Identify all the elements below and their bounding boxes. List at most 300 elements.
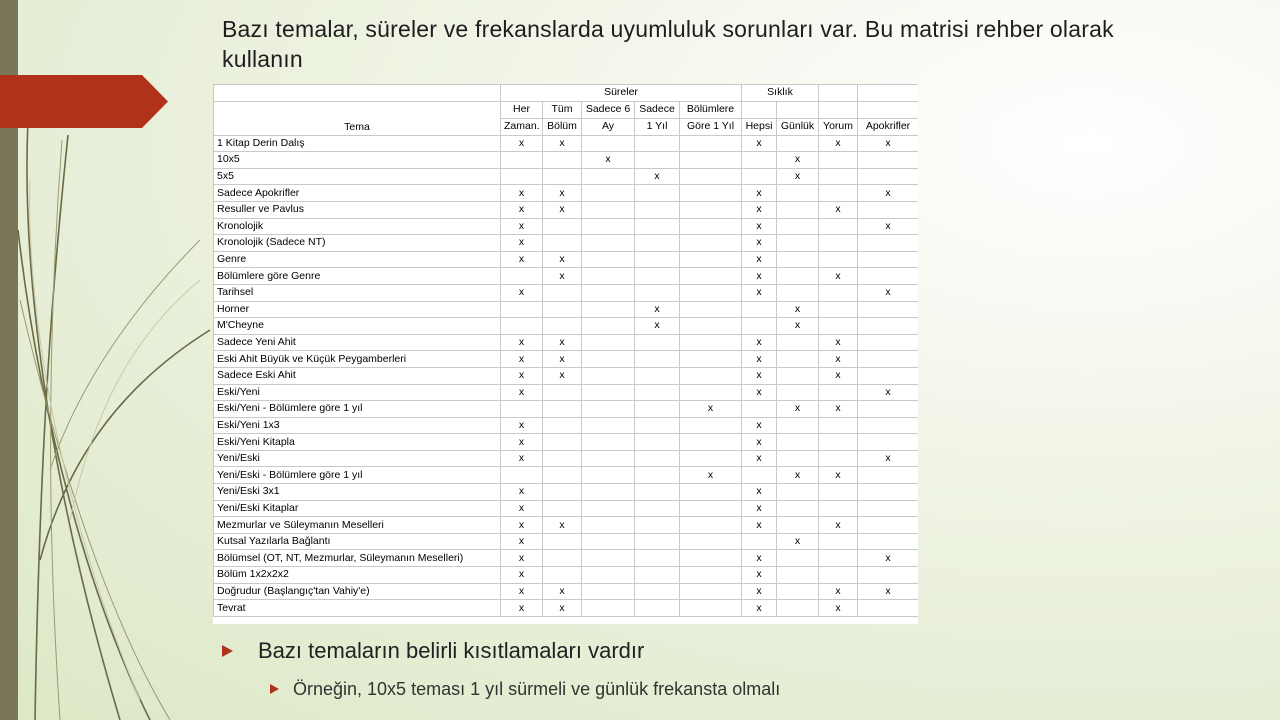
mark-cell: x	[742, 235, 777, 252]
mark-cell	[543, 168, 582, 185]
mark-cell	[680, 235, 742, 252]
mark-cell	[582, 201, 635, 218]
column-header-line1: Tüm	[543, 101, 582, 118]
bullet-level2-text: Örneğin, 10x5 teması 1 yıl sürmeli ve günlük frekansta olmalı	[293, 678, 781, 699]
table-row	[214, 550, 919, 567]
mark-cell	[742, 168, 777, 185]
mark-cell	[777, 284, 819, 301]
mark-cell	[858, 318, 918, 335]
mark-cell: x	[582, 152, 635, 169]
mark-cell	[680, 218, 742, 235]
mark-cell	[582, 218, 635, 235]
table-row	[214, 500, 919, 517]
mark-cell: x	[501, 583, 543, 600]
mark-cell	[680, 135, 742, 152]
mark-cell	[680, 500, 742, 517]
mark-cell	[777, 583, 819, 600]
mark-cell: x	[777, 467, 819, 484]
mark-cell: x	[819, 268, 858, 285]
mark-cell	[543, 318, 582, 335]
mark-cell: x	[501, 484, 543, 501]
column-header-line2: Apokrifler	[858, 118, 918, 135]
table-row	[214, 384, 919, 401]
mark-cell	[742, 467, 777, 484]
mark-cell: x	[543, 135, 582, 152]
mark-cell	[777, 600, 819, 617]
theme-name-cell: Sadece Eski Ahit	[214, 367, 501, 384]
theme-name-cell: 10x5	[214, 152, 501, 169]
column-header-line1	[858, 101, 918, 118]
column-header-line2: Yorum	[819, 118, 858, 135]
mark-cell	[819, 384, 858, 401]
mark-cell	[635, 135, 680, 152]
mark-cell	[582, 351, 635, 368]
mark-cell	[858, 351, 918, 368]
theme-name-cell: Horner	[214, 301, 501, 318]
mark-cell: x	[543, 334, 582, 351]
mark-cell	[543, 450, 582, 467]
mark-cell: x	[501, 434, 543, 451]
mark-cell: x	[858, 450, 918, 467]
slide-title: Bazı temalar, süreler ve frekanslarda uyumluluk sorunları var. Bu matrisi rehber olarak kullanın	[222, 16, 1114, 72]
table-row	[214, 185, 919, 202]
mark-cell	[582, 484, 635, 501]
mark-cell: x	[819, 351, 858, 368]
mark-cell	[858, 235, 918, 252]
theme-name-cell: Mezmurlar ve Süleymanın Meselleri	[214, 517, 501, 534]
mark-cell: x	[543, 201, 582, 218]
mark-cell	[635, 550, 680, 567]
mark-cell	[742, 401, 777, 418]
mark-cell: x	[742, 450, 777, 467]
mark-cell	[680, 152, 742, 169]
mark-cell: x	[680, 401, 742, 418]
mark-cell	[777, 235, 819, 252]
mark-cell: x	[819, 467, 858, 484]
mark-cell: x	[858, 218, 918, 235]
mark-cell: x	[819, 600, 858, 617]
mark-cell: x	[742, 367, 777, 384]
theme-name-cell: Sadece Apokrifler	[214, 185, 501, 202]
column-header-line2: Bölüm	[543, 118, 582, 135]
mark-cell	[501, 168, 543, 185]
mark-cell	[582, 235, 635, 252]
mark-cell	[635, 401, 680, 418]
table-row	[214, 450, 919, 467]
mark-cell	[777, 450, 819, 467]
mark-cell: x	[858, 583, 918, 600]
table-row	[214, 351, 919, 368]
mark-cell	[543, 417, 582, 434]
mark-cell: x	[819, 334, 858, 351]
mark-cell	[635, 152, 680, 169]
theme-name-cell: M'Cheyne	[214, 318, 501, 335]
mark-cell	[635, 517, 680, 534]
mark-cell: x	[858, 185, 918, 202]
mark-cell: x	[742, 583, 777, 600]
mark-cell	[582, 135, 635, 152]
mark-cell: x	[501, 351, 543, 368]
mark-cell: x	[858, 135, 918, 152]
mark-cell	[635, 334, 680, 351]
mark-cell	[680, 301, 742, 318]
table-row	[214, 284, 919, 301]
mark-cell	[543, 467, 582, 484]
mark-cell	[819, 235, 858, 252]
mark-cell	[819, 567, 858, 584]
table-row	[214, 484, 919, 501]
mark-cell	[680, 185, 742, 202]
table-row	[214, 583, 919, 600]
mark-cell	[680, 417, 742, 434]
mark-cell: x	[543, 185, 582, 202]
mark-cell: x	[742, 268, 777, 285]
mark-cell	[819, 500, 858, 517]
mark-cell: x	[777, 401, 819, 418]
mark-cell	[777, 517, 819, 534]
mark-cell	[635, 583, 680, 600]
mark-cell	[680, 517, 742, 534]
theme-name-cell: Kronolojik	[214, 218, 501, 235]
column-header-line1	[777, 101, 819, 118]
arrow-bullet-icon	[270, 684, 279, 694]
mark-cell	[858, 417, 918, 434]
mark-cell: x	[501, 567, 543, 584]
column-header-row-1	[214, 101, 919, 118]
mark-cell: x	[635, 168, 680, 185]
mark-cell	[582, 318, 635, 335]
mark-cell	[858, 251, 918, 268]
mark-cell	[680, 450, 742, 467]
mark-cell	[501, 301, 543, 318]
table-row	[214, 434, 919, 451]
column-header-line2: Hepsi	[742, 118, 777, 135]
mark-cell: x	[742, 567, 777, 584]
theme-name-cell: Eski/Yeni 1x3	[214, 417, 501, 434]
mark-cell: x	[543, 268, 582, 285]
mark-cell	[819, 168, 858, 185]
mark-cell	[543, 434, 582, 451]
mark-cell	[819, 318, 858, 335]
mark-cell	[742, 301, 777, 318]
mark-cell	[819, 301, 858, 318]
mark-cell	[680, 533, 742, 550]
bullet-level2	[270, 675, 1122, 703]
theme-name-cell: Doğrudur (Başlangıç'tan Vahiy'e)	[214, 583, 501, 600]
mark-cell	[501, 152, 543, 169]
mark-cell: x	[501, 500, 543, 517]
mark-cell	[680, 600, 742, 617]
mark-cell	[582, 583, 635, 600]
mark-cell: x	[501, 550, 543, 567]
mark-cell	[742, 152, 777, 169]
bullet-level1-text: Bazı temaların belirli kısıtlamaları vardır	[258, 638, 645, 663]
mark-cell	[582, 268, 635, 285]
mark-cell: x	[543, 600, 582, 617]
mark-cell: x	[742, 600, 777, 617]
mark-cell	[582, 550, 635, 567]
mark-cell	[543, 152, 582, 169]
mark-cell	[680, 268, 742, 285]
mark-cell	[582, 301, 635, 318]
mark-cell	[582, 251, 635, 268]
mark-cell: x	[501, 600, 543, 617]
mark-cell	[635, 218, 680, 235]
mark-cell: x	[742, 284, 777, 301]
mark-cell	[635, 533, 680, 550]
mark-cell	[777, 417, 819, 434]
theme-name-cell: Bölümsel (OT, NT, Mezmurlar, Süleymanın Meselleri)	[214, 550, 501, 567]
mark-cell	[742, 318, 777, 335]
mark-cell	[680, 334, 742, 351]
compatibility-matrix	[213, 84, 918, 624]
theme-name-cell: Resuller ve Pavlus	[214, 201, 501, 218]
mark-cell	[582, 533, 635, 550]
mark-cell	[635, 484, 680, 501]
mark-cell: x	[742, 417, 777, 434]
mark-cell: x	[742, 135, 777, 152]
mark-cell	[582, 600, 635, 617]
mark-cell	[777, 550, 819, 567]
mark-cell	[582, 467, 635, 484]
mark-cell: x	[777, 318, 819, 335]
theme-name-cell: Eski/Yeni - Bölümlere göre 1 yıl	[214, 401, 501, 418]
matrix-body	[214, 135, 919, 616]
table-row	[214, 301, 919, 318]
mark-cell: x	[742, 500, 777, 517]
mark-cell	[742, 533, 777, 550]
mark-cell: x	[501, 367, 543, 384]
mark-cell: x	[858, 550, 918, 567]
mark-cell	[582, 450, 635, 467]
mark-cell: x	[819, 583, 858, 600]
mark-cell	[543, 550, 582, 567]
mark-cell: x	[777, 301, 819, 318]
table-row	[214, 235, 919, 252]
table-row	[214, 201, 919, 218]
theme-name-cell: Eski/Yeni Kitapla	[214, 434, 501, 451]
table-row	[214, 218, 919, 235]
table-row	[214, 318, 919, 335]
column-header-line2: Günlük	[777, 118, 819, 135]
red-arrow-accent	[0, 75, 168, 128]
mark-cell	[543, 567, 582, 584]
mark-cell	[858, 600, 918, 617]
mark-cell: x	[501, 185, 543, 202]
mark-cell: x	[742, 351, 777, 368]
mark-cell	[680, 550, 742, 567]
theme-name-cell: Yeni/Eski	[214, 450, 501, 467]
matrix-table	[213, 84, 918, 617]
column-header-line1: Sadece	[635, 101, 680, 118]
mark-cell	[543, 284, 582, 301]
mark-cell	[819, 185, 858, 202]
table-row	[214, 401, 919, 418]
mark-cell	[635, 434, 680, 451]
column-header-line2: Ay	[582, 118, 635, 135]
mark-cell	[501, 467, 543, 484]
table-row	[214, 367, 919, 384]
group-header-frequency: Sıklık	[742, 85, 819, 102]
mark-cell	[635, 600, 680, 617]
bullet-level1	[222, 636, 1122, 666]
mark-cell	[858, 168, 918, 185]
mark-cell: x	[501, 218, 543, 235]
column-header-line1: Bölümlere	[680, 101, 742, 118]
mark-cell	[680, 434, 742, 451]
mark-cell: x	[543, 367, 582, 384]
mark-cell	[858, 567, 918, 584]
mark-cell: x	[543, 517, 582, 534]
column-header-line1: Her	[501, 101, 543, 118]
mark-cell	[543, 500, 582, 517]
mark-cell	[777, 218, 819, 235]
mark-cell	[819, 533, 858, 550]
mark-cell	[635, 567, 680, 584]
mark-cell: x	[777, 168, 819, 185]
mark-cell	[680, 284, 742, 301]
column-header-line2: Zaman.	[501, 118, 543, 135]
mark-cell	[635, 201, 680, 218]
mark-cell	[777, 484, 819, 501]
mark-cell	[777, 251, 819, 268]
mark-cell	[858, 301, 918, 318]
mark-cell	[777, 567, 819, 584]
mark-cell	[858, 434, 918, 451]
group-header-row	[214, 85, 919, 102]
theme-name-cell: 5x5	[214, 168, 501, 185]
theme-name-cell: Tarihsel	[214, 284, 501, 301]
mark-cell	[819, 450, 858, 467]
mark-cell: x	[742, 484, 777, 501]
blank-header-cell	[214, 85, 501, 102]
mark-cell: x	[742, 185, 777, 202]
mark-cell	[819, 484, 858, 501]
theme-column-header: Tema	[214, 101, 501, 135]
mark-cell	[819, 417, 858, 434]
mark-cell: x	[819, 517, 858, 534]
column-header-line1: Sadece 6	[582, 101, 635, 118]
mark-cell: x	[680, 467, 742, 484]
group-header-durations: Süreler	[501, 85, 742, 102]
mark-cell	[858, 517, 918, 534]
mark-cell	[543, 484, 582, 501]
mark-cell	[819, 434, 858, 451]
table-row	[214, 600, 919, 617]
mark-cell	[777, 135, 819, 152]
mark-cell: x	[501, 533, 543, 550]
mark-cell: x	[543, 583, 582, 600]
mark-cell	[858, 334, 918, 351]
mark-cell: x	[742, 384, 777, 401]
mark-cell	[819, 550, 858, 567]
mark-cell	[680, 201, 742, 218]
mark-cell	[777, 384, 819, 401]
theme-name-cell: Bölümlere göre Genre	[214, 268, 501, 285]
mark-cell: x	[819, 201, 858, 218]
mark-cell	[680, 168, 742, 185]
theme-name-cell: 1 Kitap Derin Dalış	[214, 135, 501, 152]
mark-cell	[777, 434, 819, 451]
mark-cell	[543, 384, 582, 401]
mark-cell: x	[501, 251, 543, 268]
mark-cell	[635, 450, 680, 467]
mark-cell	[582, 384, 635, 401]
table-row	[214, 417, 919, 434]
mark-cell	[819, 284, 858, 301]
mark-cell	[582, 517, 635, 534]
mark-cell	[777, 185, 819, 202]
column-header-line1	[819, 101, 858, 118]
mark-cell: x	[501, 201, 543, 218]
mark-cell: x	[742, 550, 777, 567]
mark-cell	[635, 417, 680, 434]
theme-name-cell: Bölüm 1x2x2x2	[214, 567, 501, 584]
mark-cell	[858, 152, 918, 169]
mark-cell	[777, 201, 819, 218]
mark-cell: x	[777, 533, 819, 550]
mark-cell	[777, 268, 819, 285]
table-row	[214, 334, 919, 351]
mark-cell	[858, 401, 918, 418]
mark-cell: x	[501, 235, 543, 252]
mark-cell: x	[777, 152, 819, 169]
mark-cell	[680, 351, 742, 368]
column-header-line1	[742, 101, 777, 118]
mark-cell: x	[501, 517, 543, 534]
mark-cell	[582, 434, 635, 451]
mark-cell	[819, 152, 858, 169]
mark-cell	[582, 334, 635, 351]
mark-cell: x	[501, 384, 543, 401]
mark-cell: x	[501, 334, 543, 351]
mark-cell	[858, 268, 918, 285]
mark-cell	[582, 284, 635, 301]
theme-name-cell: Tevrat	[214, 600, 501, 617]
mark-cell	[819, 218, 858, 235]
mark-cell	[635, 367, 680, 384]
theme-name-cell: Kutsal Yazılarla Bağlantı	[214, 533, 501, 550]
table-row	[214, 135, 919, 152]
mark-cell: x	[635, 301, 680, 318]
mark-cell	[777, 500, 819, 517]
mark-cell: x	[858, 284, 918, 301]
mark-cell	[543, 533, 582, 550]
mark-cell	[858, 500, 918, 517]
mark-cell	[543, 401, 582, 418]
mark-cell	[543, 301, 582, 318]
theme-name-cell: Kronolojik (Sadece NT)	[214, 235, 501, 252]
mark-cell	[858, 201, 918, 218]
mark-cell	[680, 367, 742, 384]
mark-cell	[582, 185, 635, 202]
mark-cell	[680, 567, 742, 584]
mark-cell	[582, 417, 635, 434]
blank-header-cell	[858, 85, 918, 102]
mark-cell	[635, 467, 680, 484]
mark-cell	[858, 533, 918, 550]
mark-cell	[680, 583, 742, 600]
table-row	[214, 268, 919, 285]
theme-name-cell: Sadece Yeni Ahit	[214, 334, 501, 351]
mark-cell	[858, 484, 918, 501]
theme-name-cell: Eski Ahit Büyük ve Küçük Peygamberleri	[214, 351, 501, 368]
mark-cell	[582, 500, 635, 517]
mark-cell	[819, 251, 858, 268]
blank-header-cell	[819, 85, 858, 102]
theme-name-cell: Yeni/Eski - Bölümlere göre 1 yıl	[214, 467, 501, 484]
mark-cell: x	[742, 218, 777, 235]
